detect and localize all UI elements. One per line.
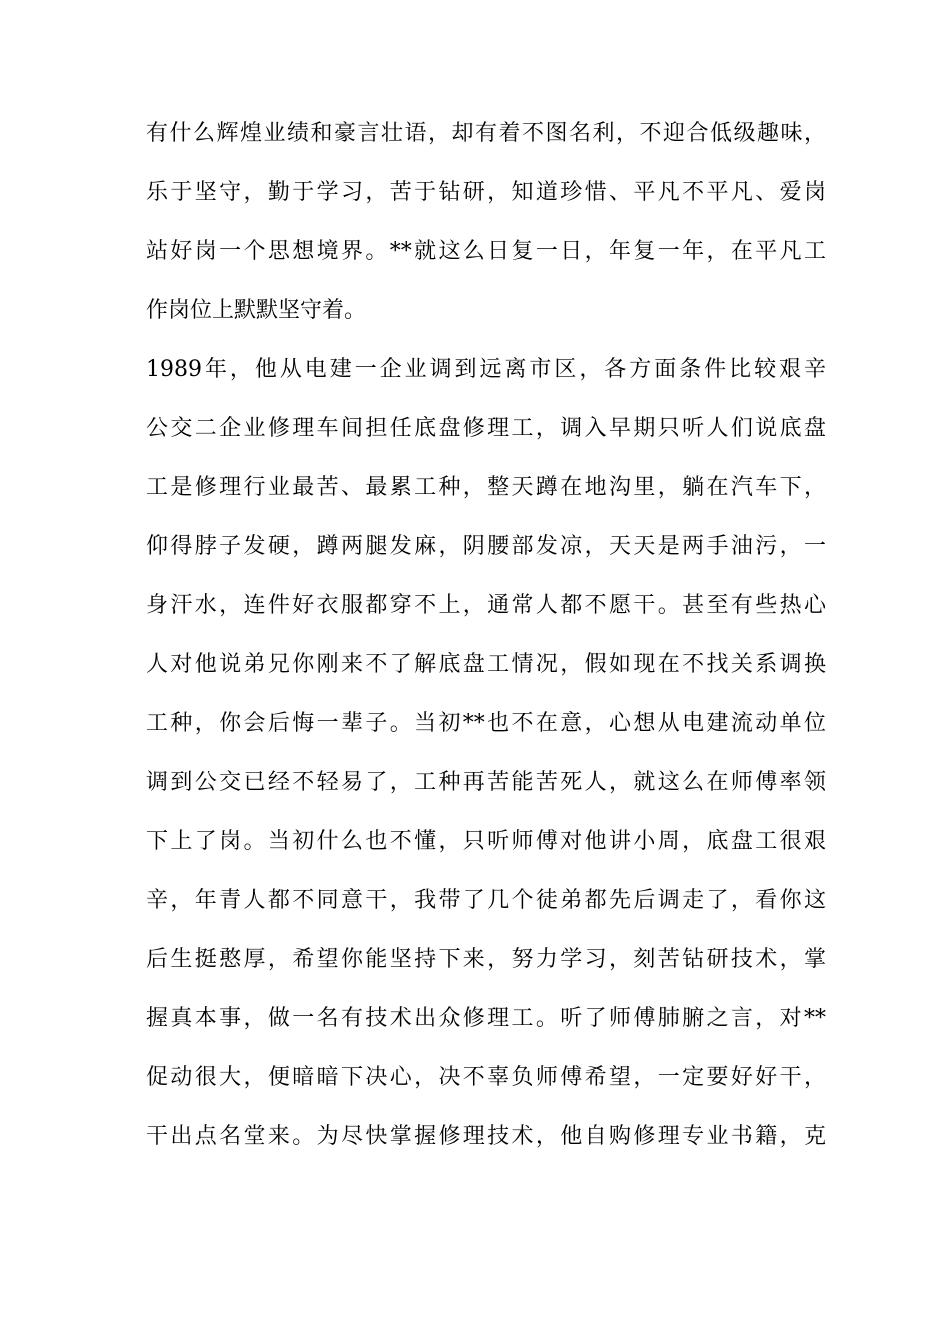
text-line: 站好岗一个思想境界。**就这么日复一日，年复一年，在平凡工 bbox=[146, 239, 826, 264]
text-line: 下上了岗。当初什么也不懂，只听师傅对他讲小周，底盘工很艰 bbox=[146, 829, 826, 854]
text-line: 人对他说弟兄你刚来不了解底盘工情况，假如现在不找关系调换 bbox=[146, 652, 826, 677]
text-line: 握真本事，做一名有技术出众修理工。听了师傅肺腑之言，对** bbox=[146, 1006, 826, 1031]
text-line: 干出点名堂来。为尽快掌握修理技术，他自购修理专业书籍，克 bbox=[146, 1124, 826, 1149]
text-line: 身汗水，连件好衣服都穿不上，通常人都不愿干。甚至有些热心 bbox=[146, 593, 826, 618]
text-line: 促动很大，便暗暗下决心，决不辜负师傅希望，一定要好好干， bbox=[146, 1065, 826, 1090]
text-line: 工种，你会后悔一辈子。当初**也不在意，心想从电建流动单位 bbox=[146, 711, 826, 736]
text-line: 公交二企业修理车间担任底盘修理工，调入早期只听人们说底盘 bbox=[146, 416, 826, 441]
text-line: 工是修理行业最苦、最累工种，整天蹲在地沟里，躺在汽车下， bbox=[146, 475, 826, 500]
text-line: 1989年，他从电建一企业调到远离市区，各方面条件比较艰辛 bbox=[146, 357, 826, 382]
text-line: 作岗位上默默坚守着。 bbox=[146, 298, 367, 323]
text-line: 调到公交已经不轻易了，工种再苦能苦死人，就这么在师傅率领 bbox=[146, 770, 826, 795]
text-line: 仰得脖子发硬，蹲两腿发麻，阴腰部发凉，天天是两手油污，一 bbox=[146, 534, 826, 559]
text-line: 后生挺憨厚，希望你能坚持下来，努力学习，刻苦钻研技术，掌 bbox=[146, 947, 826, 972]
text-line: 乐于坚守，勤于学习，苦于钻研，知道珍惜、平凡不平凡、爱岗 bbox=[146, 180, 826, 205]
text-line: 辛，年青人都不同意干，我带了几个徒弟都先后调走了，看你这 bbox=[146, 888, 826, 913]
text-line: 有什么辉煌业绩和豪言壮语，却有着不图名利，不迎合低级趣味， bbox=[146, 121, 826, 146]
